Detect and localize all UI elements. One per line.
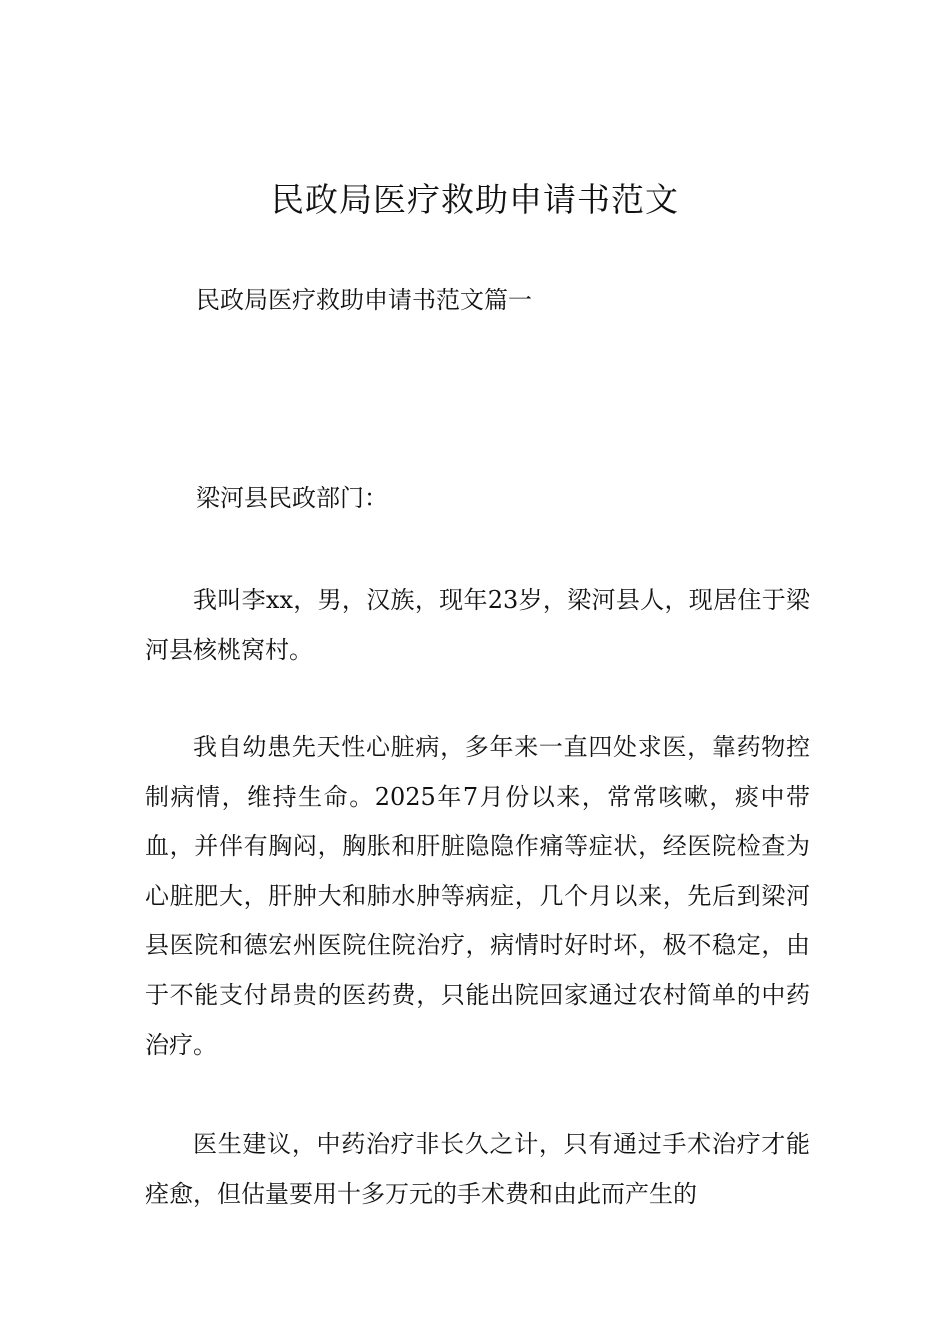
letter-addressee: 梁河县民政部门： [196, 484, 388, 512]
paragraph-introduction: 我叫李xx，男，汉族，现年23岁，梁河县人，现居住于梁河县核桃窝村。 [145, 586, 810, 664]
section-heading: 民政局医疗救助申请书范文篇一 [196, 286, 532, 314]
paragraph-medical-history: 我自幼患先天性心脏病，多年来一直四处求医，靠药物控制病情，维持生命。2025年7月份以来，常常咳嗽，痰中带血，并伴有胸闷，胸胀和肝脏隐隐作痛等症状，经医院检查为心脏肥大，肝肿大和肺水肿等病症，几个月以来，先后到梁河县医院和德宏州医院住院治疗，病情时好时坏，极不稳定，由于不能支付昂贵的医药费，只能出院回家通过农村简单的中药治疗。 [145, 733, 810, 1059]
paragraph-doctor-advice: 医生建议，中药治疗非长久之计，只有通过手术治疗才能痊愈，但估量要用十多万元的手术费和由此而产生的 [145, 1130, 810, 1208]
document-title: 民政局医疗救助申请书范文 [271, 180, 679, 219]
